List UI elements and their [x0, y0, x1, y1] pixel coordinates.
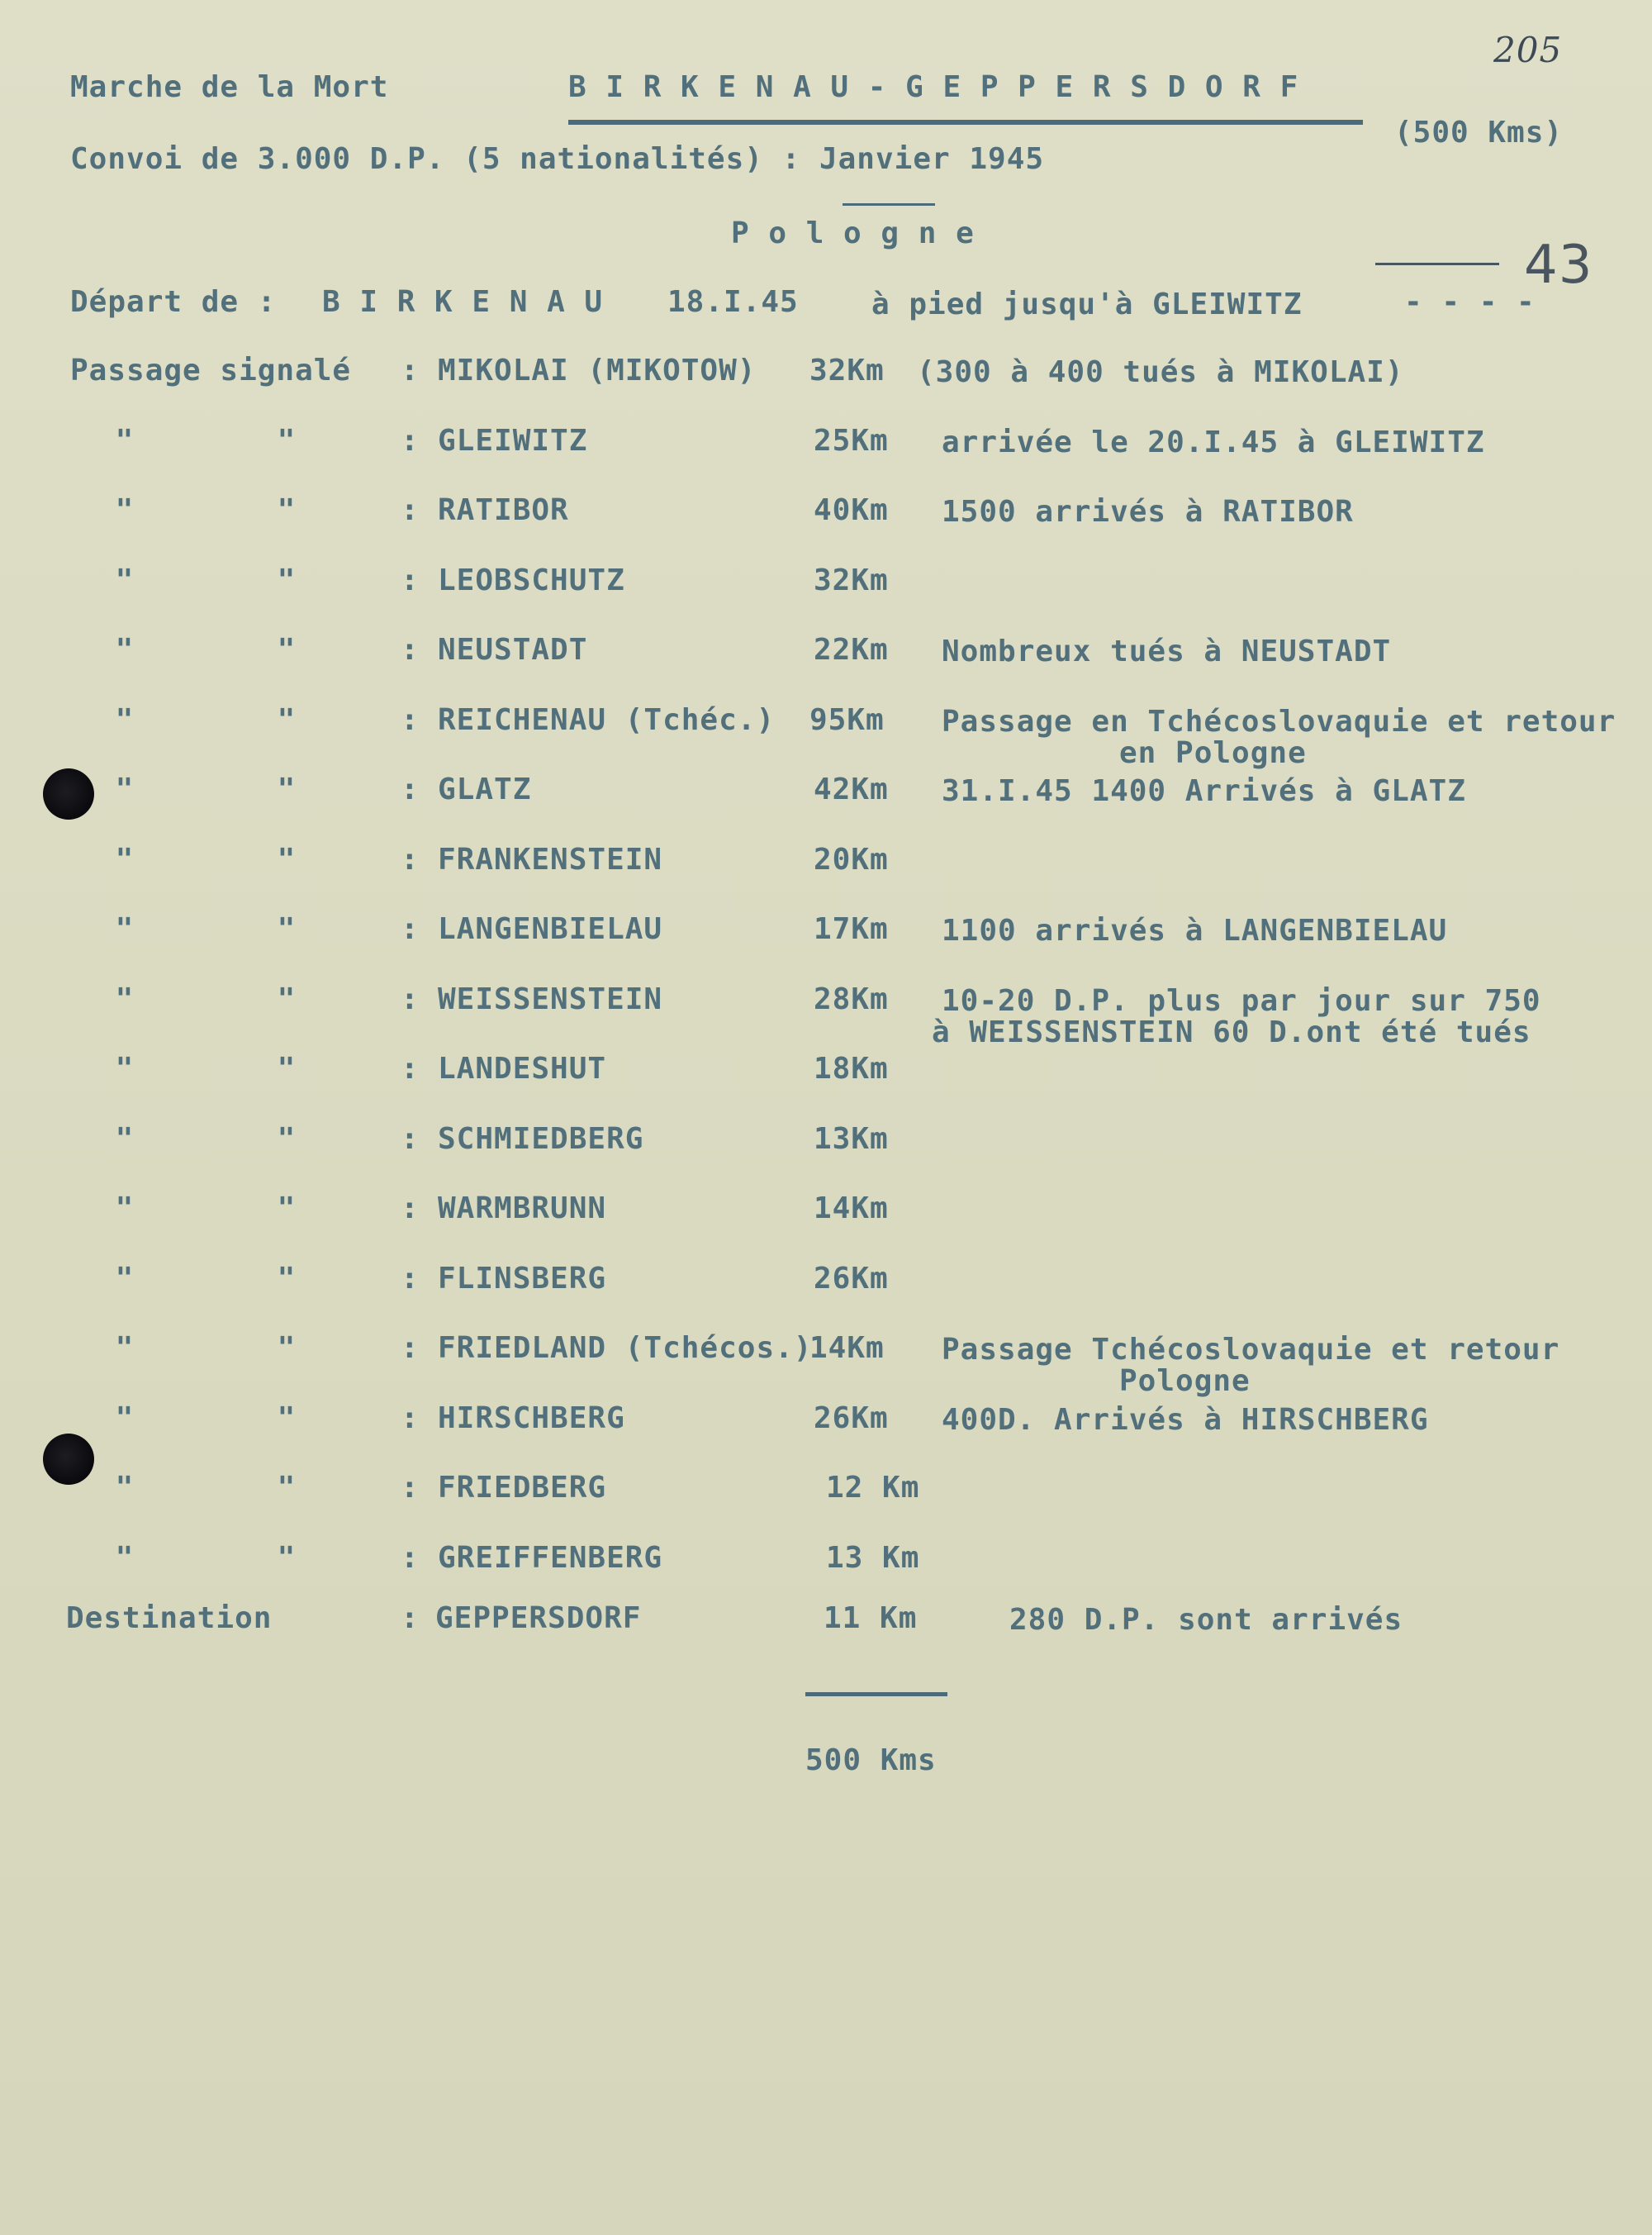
row-place: LANDESHUT	[438, 1052, 607, 1086]
row-colon: :	[401, 1400, 420, 1435]
row-place: FRIEDBERG	[438, 1471, 607, 1505]
ditto-mark-2: "	[277, 1191, 297, 1225]
row-note: (300 à 400 tués à MIKOLAI)	[917, 355, 1404, 389]
row-place: NEUSTADT	[438, 633, 588, 667]
destination-note: 280 D.P. sont arrivés	[1009, 1603, 1403, 1637]
header-country: P o l o g n e	[731, 216, 975, 250]
row-place: GLEIWITZ	[438, 423, 588, 458]
row-km: 20Km	[814, 842, 889, 877]
ditto-mark-1: "	[115, 563, 135, 597]
ditto-mark-1: "	[115, 633, 135, 667]
row-colon: :	[401, 633, 420, 667]
row-colon: :	[401, 842, 420, 877]
header-route: B I R K E N A U - G E P P E R S D O R F	[568, 70, 1299, 104]
row-colon: :	[401, 1261, 420, 1296]
row-note: 31.I.45 1400 Arrivés à GLATZ	[942, 774, 1466, 808]
departure-note: à pied jusqu'à GLEIWITZ	[871, 288, 1303, 321]
ditto-mark-2: "	[277, 423, 297, 458]
ditto-mark-2: "	[277, 912, 297, 946]
row-colon: :	[401, 354, 420, 388]
header-convoy: Convoi de 3.000 D.P. (5 nationalités) : Janvier 1945	[70, 142, 1045, 176]
row-place: LEOBSCHUTZ	[438, 563, 625, 597]
ditto-mark-1: "	[115, 1331, 135, 1365]
ditto-mark-1: "	[115, 1540, 135, 1575]
row-colon: :	[401, 702, 420, 737]
header-left-title: Marche de la Mort	[70, 70, 389, 104]
row-place: FRIEDLAND (Tchécos.)	[438, 1331, 813, 1365]
ditto-mark-2: "	[277, 563, 297, 597]
row-note-continued: à WEISSENSTEIN 60 D.ont été tués	[932, 1015, 1531, 1049]
row-place: WEISSENSTEIN	[438, 982, 663, 1016]
ditto-mark-2: "	[277, 1471, 297, 1505]
row-note: 400D. Arrivés à HIRSCHBERG	[942, 1402, 1429, 1437]
row-km: 18Km	[814, 1052, 889, 1086]
ditto-mark-2: "	[277, 1121, 297, 1156]
departure-place: B I R K E N A U	[322, 285, 604, 319]
ditto-mark-1: "	[115, 773, 135, 806]
destination-place: GEPPERSDORF	[435, 1601, 642, 1635]
ditto-mark-1: "	[115, 982, 135, 1016]
ditto-mark-1: "	[115, 1121, 135, 1156]
ditto-mark-2: "	[277, 702, 297, 737]
row-colon: :	[401, 423, 420, 458]
ditto-mark-2: "	[277, 773, 297, 806]
row-km: 42Km	[814, 773, 889, 806]
row-note: 10-20 D.P. plus par jour sur 750	[942, 983, 1541, 1018]
row-colon: :	[401, 493, 420, 527]
row-place: FLINSBERG	[438, 1261, 607, 1296]
ditto-mark-1: "	[115, 842, 135, 877]
ditto-mark-1: "	[115, 1261, 135, 1296]
row-colon: :	[401, 773, 420, 806]
row-km: 40Km	[814, 493, 889, 527]
ditto-mark-2: "	[277, 1052, 297, 1086]
row-km: 26Km	[814, 1261, 889, 1296]
row-km: 28Km	[814, 982, 889, 1016]
row-colon: :	[401, 1191, 420, 1225]
row-km: 13Km	[814, 1121, 889, 1156]
row-place: GLATZ	[438, 773, 532, 806]
ditto-mark-2: "	[277, 1331, 297, 1365]
row-note: 1500 arrivés à RATIBOR	[942, 495, 1354, 529]
row-note: 1100 arrivés à LANGENBIELAU	[942, 914, 1448, 948]
ditto-mark-1: "	[115, 1191, 135, 1225]
row-place: RATIBOR	[438, 493, 569, 527]
row-place: WARMBRUNN	[438, 1191, 607, 1225]
ditto-mark-2: "	[277, 1261, 297, 1296]
row-place: SCHMIEDBERG	[438, 1121, 644, 1156]
row-colon: :	[401, 982, 420, 1016]
row-colon: :	[401, 1471, 420, 1505]
ditto-mark-2: "	[277, 493, 297, 527]
ditto-mark-1: "	[115, 1471, 135, 1505]
ditto-mark-1: "	[115, 423, 135, 458]
country-underline	[843, 203, 935, 206]
row-km: 25Km	[814, 423, 889, 458]
row-colon: :	[401, 912, 420, 946]
row-note: Nombreux tués à NEUSTADT	[942, 635, 1392, 668]
row-note-continued: en Pologne	[1119, 735, 1307, 770]
row-colon: :	[401, 563, 420, 597]
row-km: 26Km	[814, 1400, 889, 1435]
row-place: GREIFFENBERG	[438, 1540, 663, 1575]
page-number: 205	[1493, 30, 1563, 70]
passage-label: Passage signalé	[70, 354, 352, 388]
departure-label: Départ de :	[70, 285, 277, 319]
row-note: arrivée le 20.I.45 à GLEIWITZ	[942, 425, 1485, 459]
destination-colon: :	[401, 1601, 420, 1635]
punch-hole-upper	[43, 768, 94, 820]
row-km: 14Km	[814, 1191, 889, 1225]
departure-date: 18.I.45	[667, 285, 799, 319]
row-note-continued: Pologne	[1119, 1364, 1251, 1398]
row-note: Passage Tchécoslovaquie et retour	[942, 1333, 1560, 1367]
ditto-mark-2: "	[277, 842, 297, 877]
row-km: 12 Km	[826, 1471, 920, 1505]
departure-dashes: - - - -	[1404, 285, 1536, 319]
row-place: FRANKENSTEIN	[438, 842, 663, 877]
punch-hole-lower	[43, 1434, 94, 1485]
ditto-mark-2: "	[277, 982, 297, 1016]
row-km: 95Km	[809, 702, 885, 737]
row-km: 14Km	[809, 1331, 885, 1365]
destination-label: Destination	[66, 1601, 273, 1635]
archive-stamp: 43	[1524, 235, 1593, 296]
archive-stamp-marks	[1375, 263, 1499, 265]
total-distance: 500 Kms	[805, 1743, 937, 1777]
row-colon: :	[401, 1121, 420, 1156]
ditto-mark-2: "	[277, 633, 297, 667]
row-place: HIRSCHBERG	[438, 1400, 625, 1435]
row-place: LANGENBIELAU	[438, 912, 663, 946]
destination-km: 11 Km	[824, 1601, 918, 1635]
row-km: 17Km	[814, 912, 889, 946]
ditto-mark-2: "	[277, 1400, 297, 1435]
row-km: 32Km	[814, 563, 889, 597]
ditto-mark-1: "	[115, 912, 135, 946]
header-distance: (500 Kms)	[1394, 116, 1564, 150]
total-rule	[805, 1692, 947, 1696]
row-place: REICHENAU (Tchéc.)	[438, 702, 776, 737]
row-km: 22Km	[814, 633, 889, 667]
ditto-mark-1: "	[115, 1400, 135, 1435]
ditto-mark-1: "	[115, 1052, 135, 1086]
ditto-mark-1: "	[115, 702, 135, 737]
row-km: 32Km	[809, 354, 885, 388]
route-underline	[568, 120, 1363, 125]
row-colon: :	[401, 1540, 420, 1575]
row-km: 13 Km	[826, 1540, 920, 1575]
ditto-mark-1: "	[115, 493, 135, 527]
row-place: MIKOLAI (MIKOTOW)	[438, 354, 757, 388]
row-colon: :	[401, 1331, 420, 1365]
ditto-mark-2: "	[277, 1540, 297, 1575]
row-note: Passage en Tchécoslovaquie et retour	[942, 704, 1616, 739]
row-colon: :	[401, 1052, 420, 1086]
